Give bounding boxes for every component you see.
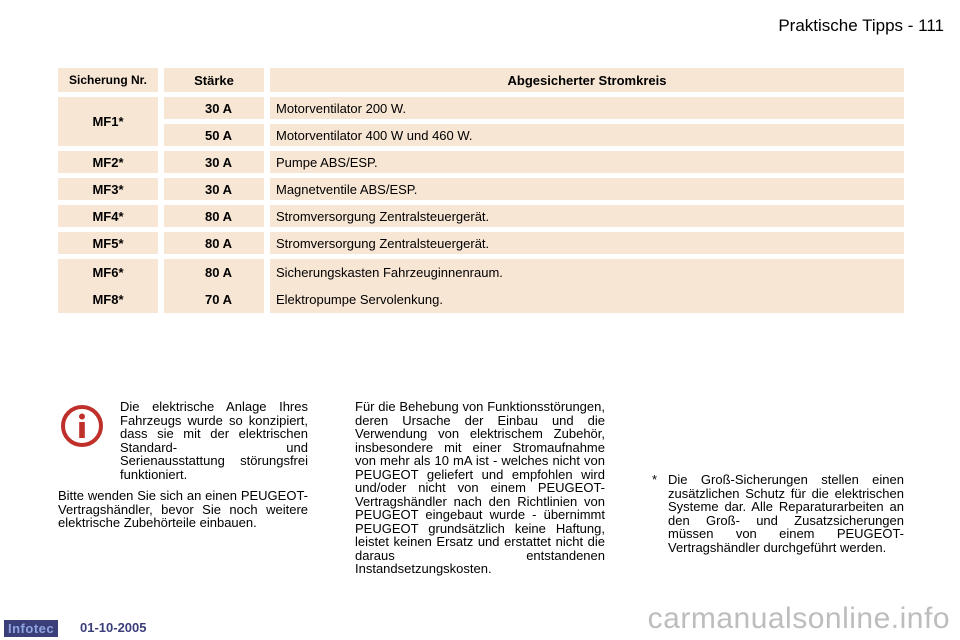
column-header-fuse: Sicherung Nr. xyxy=(58,68,158,92)
fuse-number: MF8* xyxy=(92,292,124,307)
fuse-number: MF1* xyxy=(58,97,158,146)
page-title: Praktische Tipps - 111 xyxy=(778,16,944,35)
fuse-amp: 80 A xyxy=(164,232,264,254)
footnote-marker: * xyxy=(652,472,658,487)
fuse-circuit: Motorventilator 200 W. xyxy=(270,97,904,119)
liability-paragraph xyxy=(355,400,605,584)
fuse-circuit: Sicherungskasten Fahrzeuginnenraum. xyxy=(276,265,503,280)
column-header-amp: Stärke xyxy=(164,68,264,92)
liability-text: Für die Behebung von Funktionsstörungen, deren Ursache der Einbau und die Verwendung von elektrischem Zubehör, insbesondere mit einer Stromaufnahme von mehr als 10 mA ist - welches nicht von PEUGEOT geliefert und empfohlen wird und/oder nicht von einem PEUGEOT-Vertragshändler nach den Richtlinien von PEUGEOT eingebaut wurde - übernimmt PEUGEOT grundsätzlich keine Haftung, leistet keinen Ersatz und erstattet nicht die daraus entstandenen Instandsetzungskosten. xyxy=(355,399,605,576)
fuse-table xyxy=(58,68,904,318)
table-row-group-mf1 xyxy=(58,97,904,146)
fuse-amp: 70 A xyxy=(205,292,232,307)
footnote xyxy=(652,473,904,562)
fuse-amp: 30 A xyxy=(164,178,264,200)
table-row-group-mf6-mf8 xyxy=(58,259,904,313)
table-row xyxy=(58,205,904,227)
info-text-2: Bitte wenden Sie sich an einen PEUGEOT-Vertragshändler, bevor Sie noch weitere elektrische Zubehörteile einbauen. xyxy=(58,488,308,530)
table-row xyxy=(58,178,904,200)
info-text-1: Die elektrische Anlage Ihres Fahrzeugs wurde so konzipiert, dass sie mit der elektrischen Standard- und Serienausstattung störungsfrei funktioniert. xyxy=(120,399,308,482)
info-paragraph xyxy=(58,400,308,538)
column-header-circuit: Abgesicherter Stromkreis xyxy=(270,68,904,92)
fuse-number: MF2* xyxy=(58,151,158,173)
fuse-amp: 80 A xyxy=(205,265,232,280)
footer-date: 01-10-2005 xyxy=(80,620,147,635)
fuse-amp: 50 A xyxy=(164,124,264,146)
fuse-amp: 30 A xyxy=(164,151,264,173)
fuse-number: MF4* xyxy=(58,205,158,227)
infotec-logo: Infotec xyxy=(4,620,58,637)
fuse-circuit: Pumpe ABS/ESP. xyxy=(270,151,904,173)
fuse-number: MF5* xyxy=(58,232,158,254)
footnote-text: Die Groß-Sicherungen stellen einen zusätzlichen Schutz für die elektrischen Systeme dar. Alle Reparaturarbeiten an den Groß- und Zusatzsicherungen müssen von einem PEUGEOT-Vertragshändler durchgeführt werden. xyxy=(668,472,904,555)
table-header xyxy=(58,68,904,92)
fuse-circuit: Motorventilator 400 W und 460 W. xyxy=(270,124,904,146)
watermark: carmanualsonline.info xyxy=(647,602,950,635)
fuse-amp: 80 A xyxy=(164,205,264,227)
fuse-circuit: Stromversorgung Zentralsteuergerät. xyxy=(270,205,904,227)
fuse-number: MF3* xyxy=(58,178,158,200)
table-row xyxy=(58,151,904,173)
fuse-circuit: Stromversorgung Zentralsteuergerät. xyxy=(270,232,904,254)
fuse-circuit: Magnetventile ABS/ESP. xyxy=(270,178,904,200)
table-row xyxy=(58,232,904,254)
fuse-circuit: Elektropumpe Servolenkung. xyxy=(276,292,443,307)
fuse-number: MF6* xyxy=(92,265,124,280)
fuse-amp: 30 A xyxy=(164,97,264,119)
